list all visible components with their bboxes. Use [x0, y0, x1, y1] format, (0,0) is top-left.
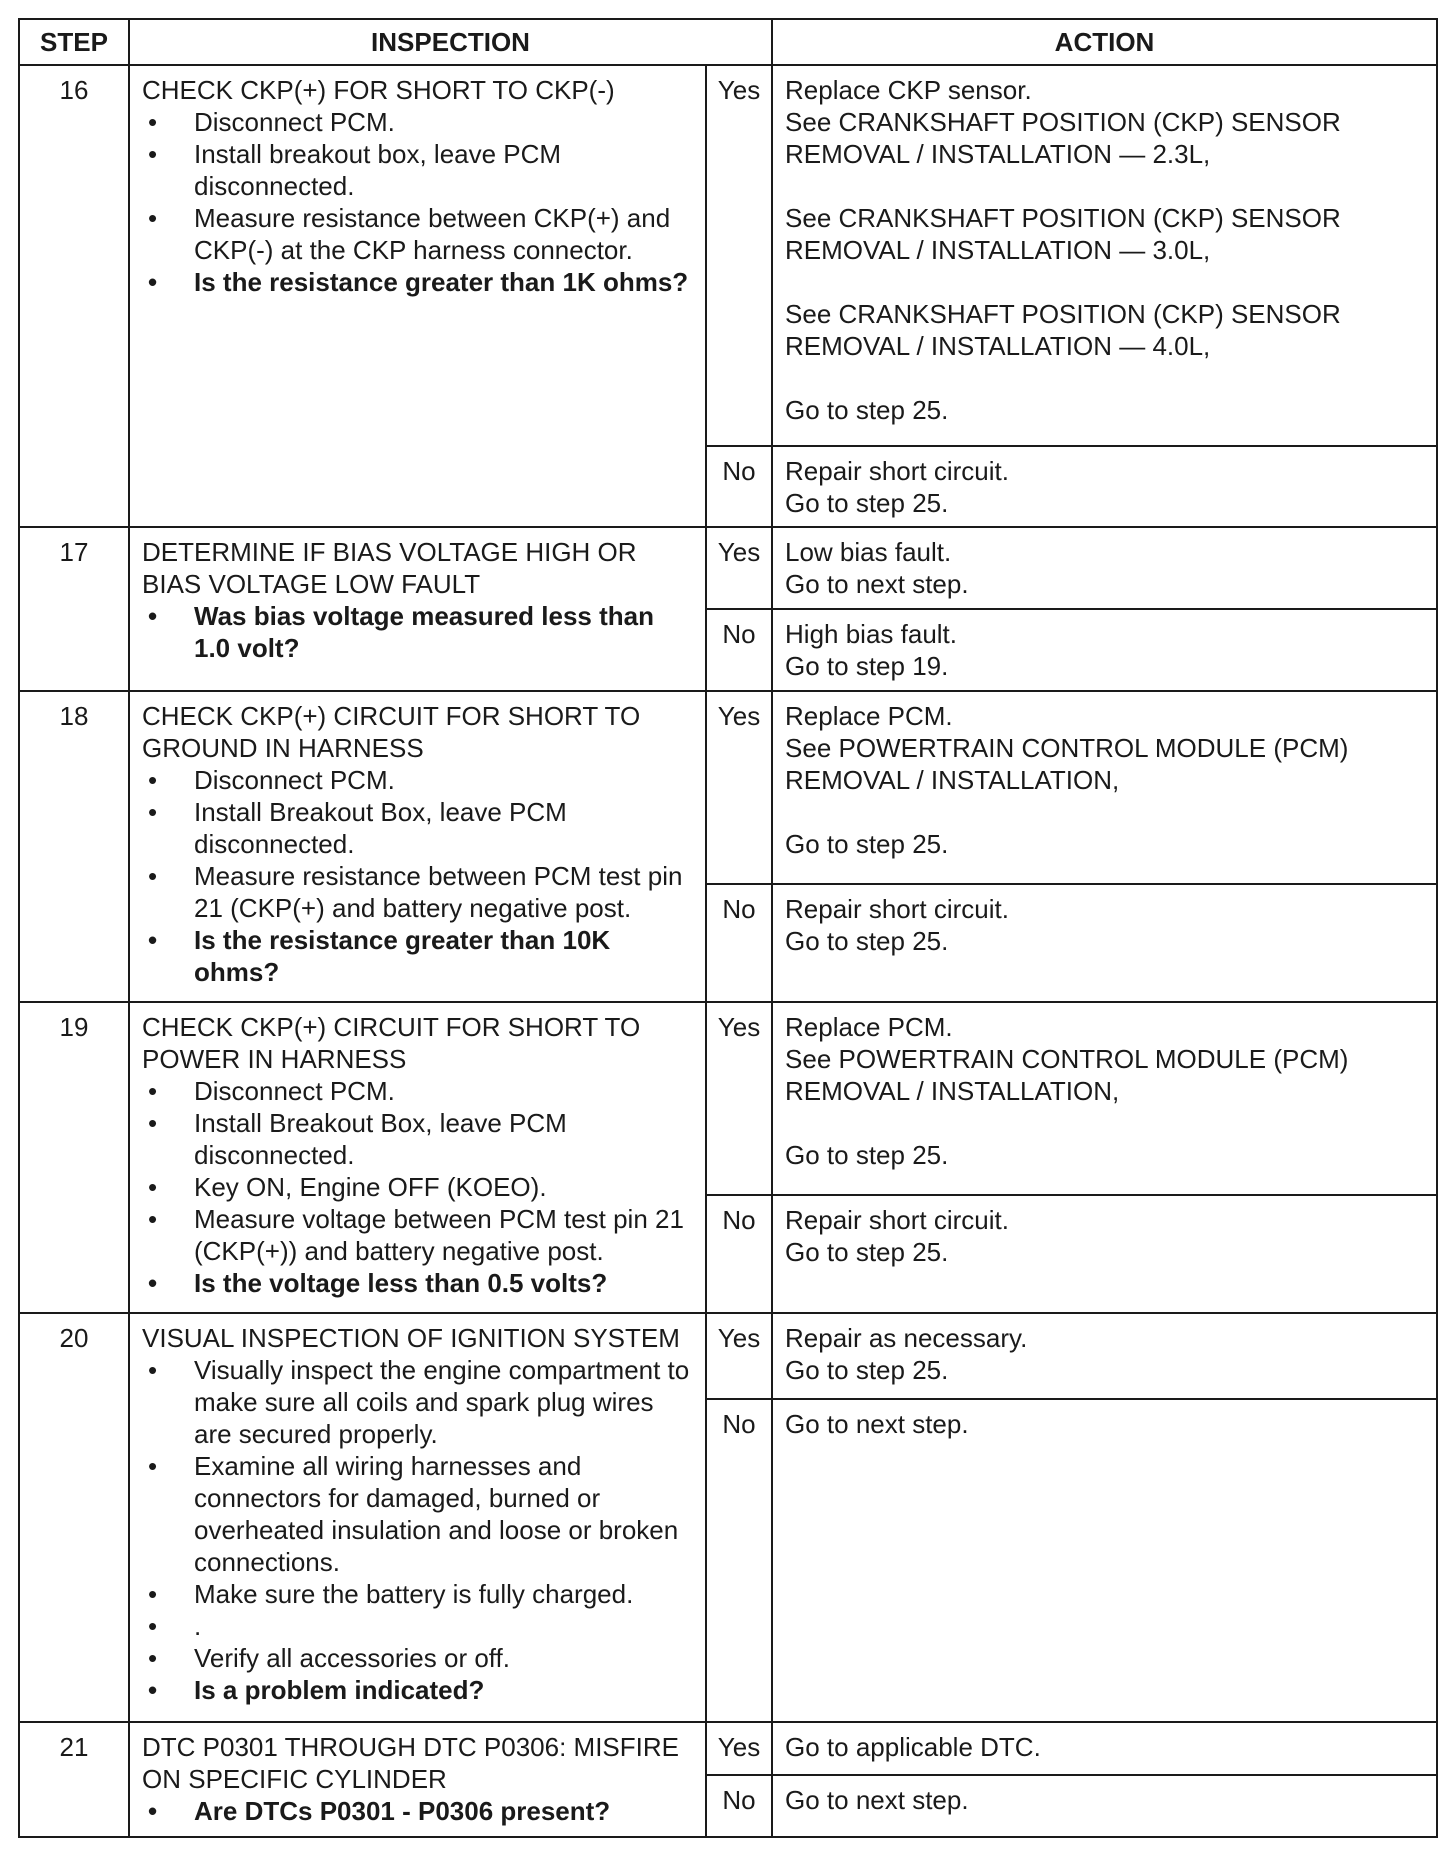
inspection-title: VISUAL INSPECTION OF IGNITION SYSTEM [142, 1323, 680, 1354]
inspection-bullet: • . [142, 1610, 693, 1642]
yes-label: Yes [706, 527, 772, 609]
no-label: No [706, 884, 772, 1002]
action-line: Replace PCM. [785, 1012, 953, 1043]
action-line: Go to next step. [785, 569, 969, 600]
action-line: Repair short circuit. [785, 455, 1009, 486]
header-row [19, 19, 1437, 65]
no-action [772, 1399, 1437, 1722]
no-label: No [706, 1399, 772, 1722]
inspection-bullet: • Measure voltage between PCM test pin 21 (CKP(+)) and battery negative post. [142, 1203, 693, 1267]
action-line: Go to step 19. [785, 651, 949, 682]
step-number: 19 [19, 1002, 129, 1313]
inspection-title: DETERMINE IF BIAS VOLTAGE HIGH OR BIAS VOLTAGE LOW FAULT [142, 537, 637, 600]
step-number: 21 [19, 1722, 129, 1837]
action-line: Replace CKP sensor. [785, 75, 1032, 105]
action-line: See CRANKSHAFT POSITION (CKP) SENSOR REMOVAL / INSTALLATION — 2.3L, [785, 107, 1341, 169]
inspection-bullet: • Measure resistance between PCM test pin 21 (CKP(+) and battery negative post. [142, 860, 693, 924]
inspection-bullet: • Examine all wiring harnesses and connectors for damaged, burned or overheated insulation and loose or broken connections. [142, 1450, 693, 1578]
inspection-cell [129, 527, 706, 691]
no-label: No [706, 1195, 772, 1313]
inspection-bullets [142, 1354, 693, 1706]
action-line: Repair short circuit. [785, 893, 1009, 924]
inspection-question: • Is the resistance greater than 10K ohms? [142, 924, 693, 988]
action-line: High bias fault. [785, 619, 957, 650]
diagnostic-table [18, 18, 1438, 1838]
inspection-cell [129, 691, 706, 1002]
yes-label: Yes [706, 1722, 772, 1775]
yes-action [772, 1722, 1437, 1775]
table-body [19, 65, 1437, 1837]
inspection-question: • Are DTCs P0301 - P0306 present? [142, 1795, 693, 1827]
inspection-question: • Is a problem indicated? [142, 1674, 693, 1706]
table-row [19, 1002, 1437, 1195]
action-line: Go to step 25. [785, 1236, 949, 1267]
no-action [772, 884, 1437, 1002]
inspection-cell [129, 1002, 706, 1313]
action-line: Repair short circuit. [785, 1204, 1009, 1235]
action-line: Go to step 25. [785, 1355, 949, 1386]
inspection-bullet: • Install Breakout Box, leave PCM disconnected. [142, 1107, 693, 1171]
inspection-bullets [142, 764, 693, 988]
diagnostic-table-page [18, 18, 1436, 1838]
inspection-bullets [142, 600, 693, 664]
yes-action [772, 1313, 1437, 1399]
inspection-bullet: • Key ON, Engine OFF (KOEO). [142, 1171, 693, 1203]
yes-label: Yes [706, 65, 772, 446]
table-row [19, 527, 1437, 609]
inspection-cell [129, 1722, 706, 1837]
inspection-bullets [142, 106, 693, 298]
header-step: STEP [19, 19, 129, 65]
yes-action [772, 527, 1437, 609]
yes-action [772, 65, 1437, 446]
inspection-bullet: • Measure resistance between CKP(+) and CKP(-) at the CKP harness connector. [142, 202, 693, 266]
action-line: Go to next step. [785, 1409, 969, 1440]
inspection-question: • Is the voltage less than 0.5 volts? [142, 1267, 693, 1299]
inspection-bullet: • Disconnect PCM. [142, 764, 693, 796]
step-number: 20 [19, 1313, 129, 1722]
inspection-bullet: • Disconnect PCM. [142, 1075, 693, 1107]
action-line: See CRANKSHAFT POSITION (CKP) SENSOR REMOVAL / INSTALLATION — 3.0L, [785, 203, 1341, 265]
inspection-question: • Was bias voltage measured less than 1.0 volt? [142, 600, 693, 664]
action-line: See CRANKSHAFT POSITION (CKP) SENSOR REMOVAL / INSTALLATION — 4.0L, [785, 299, 1341, 361]
inspection-bullets [142, 1075, 693, 1299]
table-row [19, 1313, 1437, 1399]
header-inspection: INSPECTION [129, 19, 772, 65]
no-action [772, 446, 1437, 528]
table-row [19, 65, 1437, 446]
inspection-title: DTC P0301 THROUGH DTC P0306: MISFIRE ON SPECIFIC CYLINDER [142, 1732, 679, 1795]
yes-label: Yes [706, 1313, 772, 1399]
no-action [772, 609, 1437, 691]
action-line: Replace PCM. [785, 701, 953, 732]
action-line: Low bias fault. [785, 537, 952, 568]
yes-action [772, 691, 1437, 884]
step-number: 16 [19, 65, 129, 527]
header-action: ACTION [772, 19, 1437, 65]
inspection-bullets [142, 1795, 693, 1827]
inspection-bullet: • Visually inspect the engine compartment to make sure all coils and spark plug wires are secured properly. [142, 1354, 693, 1450]
inspection-bullet: • Install Breakout Box, leave PCM disconnected. [142, 796, 693, 860]
no-label: No [706, 1775, 772, 1837]
action-line [785, 1107, 1424, 1139]
action-line [785, 170, 1424, 202]
action-line [785, 362, 1424, 394]
inspection-title: CHECK CKP(+) CIRCUIT FOR SHORT TO POWER IN HARNESS [142, 1012, 641, 1075]
step-number: 18 [19, 691, 129, 1002]
action-line: Go to step 25. [785, 1140, 949, 1171]
action-line: Go to step 25. [785, 487, 949, 518]
action-line [785, 266, 1424, 298]
inspection-bullet: • Disconnect PCM. [142, 106, 693, 138]
table-row [19, 1722, 1437, 1775]
action-line: Go to next step. [785, 1785, 969, 1816]
inspection-bullet: • Make sure the battery is fully charged. [142, 1578, 693, 1610]
action-line: Go to applicable DTC. [785, 1732, 1041, 1763]
inspection-question: • Is the resistance greater than 1K ohms? [142, 266, 693, 298]
action-line: See POWERTRAIN CONTROL MODULE (PCM) REMOVAL / INSTALLATION, [785, 1044, 1349, 1107]
yes-label: Yes [706, 1002, 772, 1195]
no-action [772, 1195, 1437, 1313]
no-action [772, 1775, 1437, 1837]
action-line: Go to step 25. [785, 925, 949, 956]
yes-label: Yes [706, 691, 772, 884]
action-line: See POWERTRAIN CONTROL MODULE (PCM) REMOVAL / INSTALLATION, [785, 733, 1349, 796]
step-number: 17 [19, 527, 129, 691]
inspection-cell [129, 65, 706, 527]
yes-action [772, 1002, 1437, 1195]
no-label: No [706, 609, 772, 691]
action-line: Go to step 25. [785, 829, 949, 860]
inspection-bullet: • Install breakout box, leave PCM disconnected. [142, 138, 693, 202]
inspection-bullet: • Verify all accessories or off. [142, 1642, 693, 1674]
no-label: No [706, 446, 772, 528]
action-line [785, 796, 1424, 828]
action-line: Repair as necessary. [785, 1323, 1028, 1354]
inspection-cell [129, 1313, 706, 1722]
inspection-title: CHECK CKP(+) CIRCUIT FOR SHORT TO GROUND IN HARNESS [142, 701, 641, 764]
table-row [19, 691, 1437, 884]
inspection-title: CHECK CKP(+) FOR SHORT TO CKP(-) [142, 75, 615, 105]
action-line: Go to step 25. [785, 395, 949, 425]
